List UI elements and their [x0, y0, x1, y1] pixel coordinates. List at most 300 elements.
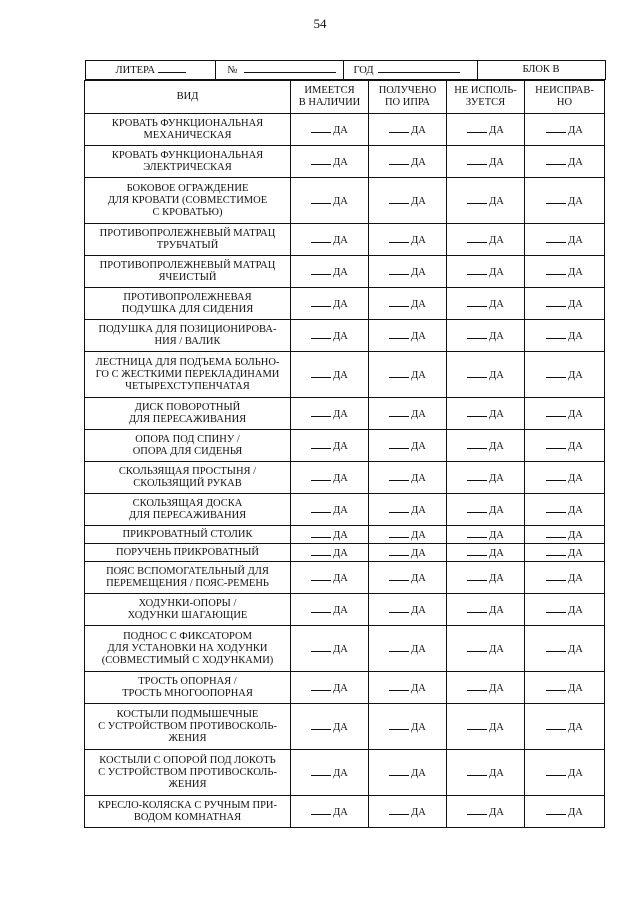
fill-in-blank[interactable]	[389, 155, 409, 165]
litera-label: ЛИТЕРА	[115, 65, 156, 76]
checkbox-cell-broken[interactable]	[525, 288, 605, 320]
item-name-line: ДЛЯ ПЕРЕСАЖИВАНИЯ	[128, 509, 247, 521]
checkbox-cell-broken[interactable]	[525, 526, 605, 544]
fill-in-blank[interactable]	[311, 503, 331, 513]
checkbox-cell-available[interactable]	[291, 796, 369, 828]
fill-in-blank[interactable]	[389, 720, 409, 730]
item-name-line: ОПОРА ДЛЯ СИДЕНЬЯ	[132, 445, 243, 457]
item-name-line: ПОДУШКА ДЛЯ ПОЗИЦИОНИРОВА-	[98, 323, 277, 335]
checkbox-cell-unused[interactable]	[447, 288, 525, 320]
fill-in-blank[interactable]	[546, 642, 566, 652]
fill-in-blank[interactable]	[311, 642, 331, 652]
yes-label: ДА	[411, 234, 426, 246]
yes-label: ДА	[568, 298, 583, 310]
fill-in-blank[interactable]	[467, 720, 487, 730]
checkbox-cell-available[interactable]	[291, 352, 369, 398]
fill-in-blank[interactable]	[311, 439, 331, 449]
fill-in-blank[interactable]	[311, 233, 331, 243]
fill-in-blank[interactable]	[389, 297, 409, 307]
table-row	[85, 494, 605, 526]
checkbox-cell-available[interactable]	[291, 544, 369, 562]
checkbox-cell-unused[interactable]	[447, 626, 525, 672]
item-name-line: ЖЕНИЯ	[168, 732, 207, 744]
item-name-cell	[85, 224, 291, 256]
checkbox-cell-broken[interactable]	[525, 594, 605, 626]
page-number: 54	[313, 16, 327, 31]
yes-label: ДА	[568, 547, 583, 559]
item-name-line: ПОРУЧЕНЬ ПРИКРОВАТНЫЙ	[116, 546, 259, 558]
checkbox-cell-unused[interactable]	[447, 352, 525, 398]
yes-label: ДА	[333, 408, 348, 420]
fill-in-blank[interactable]	[546, 123, 566, 133]
fill-in-blank[interactable]	[389, 642, 409, 652]
fill-in-blank[interactable]	[389, 194, 409, 204]
fill-in-blank[interactable]	[467, 571, 487, 581]
fill-in-blank[interactable]	[467, 546, 487, 556]
fill-in-blank[interactable]	[467, 368, 487, 378]
yes-label: ДА	[568, 643, 583, 655]
yes-label: ДА	[333, 547, 348, 559]
yes-label: ДА	[333, 529, 348, 541]
fill-in-blank[interactable]	[389, 265, 409, 275]
checkbox-cell-broken[interactable]	[525, 430, 605, 462]
fill-in-blank[interactable]	[311, 766, 331, 776]
item-name-line: ПРОТИВОПРОЛЕЖНЕВЫЙ МАТРАЦ	[99, 227, 276, 239]
fill-in-blank[interactable]	[467, 155, 487, 165]
checkbox-cell-received[interactable]	[369, 750, 447, 796]
checkbox-cell-unused[interactable]	[447, 494, 525, 526]
table-row	[85, 288, 605, 320]
checkbox-cell-unused[interactable]	[447, 750, 525, 796]
fill-in-blank[interactable]	[467, 642, 487, 652]
fill-in-blank[interactable]	[389, 805, 409, 815]
checkbox-cell-broken[interactable]	[525, 320, 605, 352]
fill-in-blank[interactable]	[546, 571, 566, 581]
fill-in-blank[interactable]	[467, 766, 487, 776]
fill-in-blank[interactable]	[546, 603, 566, 613]
item-name-cell	[85, 796, 291, 828]
item-name-cell	[85, 114, 291, 146]
fill-in-blank[interactable]	[467, 681, 487, 691]
yes-label: ДА	[333, 330, 348, 342]
yes-label: ДА	[568, 369, 583, 381]
fill-in-blank[interactable]	[546, 297, 566, 307]
checkbox-cell-received[interactable]	[369, 398, 447, 430]
item-name-line: СКОЛЬЗЯЩАЯ ДОСКА	[132, 497, 243, 509]
checkbox-cell-unused[interactable]	[447, 178, 525, 224]
checkbox-cell-broken[interactable]	[525, 494, 605, 526]
item-name-line: ЭЛЕКТРИЧЕСКАЯ	[143, 161, 232, 173]
number-field[interactable]	[215, 61, 343, 80]
checkbox-cell-received[interactable]	[369, 256, 447, 288]
checkbox-cell-unused[interactable]	[447, 796, 525, 828]
checkbox-cell-unused[interactable]	[447, 398, 525, 430]
yes-label: ДА	[568, 234, 583, 246]
fill-in-blank[interactable]	[546, 805, 566, 815]
item-name-line: СКОЛЬЗЯЩИЙ РУКАВ	[133, 477, 242, 489]
fill-in-blank[interactable]	[311, 720, 331, 730]
fill-in-blank[interactable]	[311, 528, 331, 538]
fill-in-blank[interactable]	[311, 265, 331, 275]
fill-in-blank[interactable]	[389, 233, 409, 243]
number-blank[interactable]	[244, 63, 336, 73]
item-name-line: ТРОСТЬ ОПОРНАЯ /	[138, 675, 237, 687]
checkbox-cell-broken[interactable]	[525, 256, 605, 288]
item-name-cell	[85, 594, 291, 626]
item-name-line: КРОВАТЬ ФУНКЦИОНАЛЬНАЯ	[111, 117, 264, 129]
yes-label: ДА	[568, 682, 583, 694]
fill-in-blank[interactable]	[311, 471, 331, 481]
item-name-line: ДИСК ПОВОРОТНЫЙ	[134, 401, 241, 413]
fill-in-blank[interactable]	[389, 546, 409, 556]
yes-label: ДА	[333, 806, 348, 818]
checkbox-cell-received[interactable]	[369, 146, 447, 178]
checkbox-cell-unused[interactable]	[447, 430, 525, 462]
table-row	[85, 462, 605, 494]
item-name-line: КОСТЫЛИ С ОПОРОЙ ПОД ЛОКОТЬ	[99, 754, 276, 766]
fill-in-blank[interactable]	[467, 439, 487, 449]
fill-in-blank[interactable]	[546, 329, 566, 339]
checkbox-cell-available[interactable]	[291, 704, 369, 750]
yes-label: ДА	[489, 767, 504, 779]
item-name-cell	[85, 672, 291, 704]
item-name-line: ПОДНОС С ФИКСАТОРОМ	[123, 630, 252, 642]
yes-label: ДА	[411, 529, 426, 541]
table-row	[85, 114, 605, 146]
fill-in-blank[interactable]	[311, 194, 331, 204]
checkbox-cell-unused[interactable]	[447, 704, 525, 750]
yes-label: ДА	[333, 234, 348, 246]
column-header-unused: НЕ ИСПОЛЬ- ЗУЕТСЯ	[447, 81, 525, 114]
yes-label: ДА	[411, 806, 426, 818]
table-row	[85, 224, 605, 256]
fill-in-blank[interactable]	[311, 368, 331, 378]
form-header-row	[85, 60, 605, 81]
item-name-line: С КРОВАТЬЮ)	[152, 206, 223, 218]
checkbox-cell-received[interactable]	[369, 320, 447, 352]
fill-in-blank[interactable]	[546, 503, 566, 513]
checkbox-cell-broken[interactable]	[525, 352, 605, 398]
yes-label: ДА	[411, 767, 426, 779]
item-name-line: С УСТРОЙСТВОМ ПРОТИВОСКОЛЬ-	[98, 720, 277, 732]
yes-label: ДА	[411, 266, 426, 278]
fill-in-blank[interactable]	[311, 329, 331, 339]
fill-in-blank[interactable]	[467, 471, 487, 481]
yes-label: ДА	[411, 643, 426, 655]
item-name-line: ПЕРЕМЕЩЕНИЯ / ПОЯС-РЕМЕНЬ	[106, 577, 269, 589]
checkbox-cell-unused[interactable]	[447, 320, 525, 352]
fill-in-blank[interactable]	[546, 720, 566, 730]
item-name-line: ЯЧЕИСТЫЙ	[158, 271, 217, 283]
yes-label: ДА	[411, 682, 426, 694]
checkbox-cell-available[interactable]	[291, 224, 369, 256]
checkbox-cell-available[interactable]	[291, 462, 369, 494]
yes-label: ДА	[568, 408, 583, 420]
yes-label: ДА	[489, 721, 504, 733]
item-name-line: ПРОТИВОПРОЛЕЖНЕВАЯ	[123, 291, 252, 303]
fill-in-blank[interactable]	[546, 368, 566, 378]
checkbox-cell-broken[interactable]	[525, 626, 605, 672]
yes-label: ДА	[411, 298, 426, 310]
checkbox-cell-available[interactable]	[291, 288, 369, 320]
item-name-line: БОКОВОЕ ОГРАЖДЕНИЕ	[126, 182, 249, 194]
fill-in-blank[interactable]	[311, 407, 331, 417]
checkbox-cell-available[interactable]	[291, 562, 369, 594]
item-name-line: КОСТЫЛИ ПОДМЫШЕЧНЫЕ	[116, 708, 259, 720]
item-name-cell	[85, 704, 291, 750]
item-name-line: КРОВАТЬ ФУНКЦИОНАЛЬНАЯ	[111, 149, 264, 161]
item-name-cell	[85, 430, 291, 462]
checkbox-cell-broken[interactable]	[525, 796, 605, 828]
checkbox-cell-received[interactable]	[369, 594, 447, 626]
checkbox-cell-unused[interactable]	[447, 544, 525, 562]
checkbox-cell-unused[interactable]	[447, 462, 525, 494]
checkbox-cell-unused[interactable]	[447, 224, 525, 256]
litera-blank[interactable]	[158, 63, 186, 73]
fill-in-blank[interactable]	[389, 329, 409, 339]
fill-in-blank[interactable]	[467, 407, 487, 417]
checkbox-cell-available[interactable]	[291, 430, 369, 462]
item-name-line: ДЛЯ КРОВАТИ (СОВМЕСТИМОЕ	[107, 194, 268, 206]
fill-in-blank[interactable]	[389, 603, 409, 613]
yes-label: ДА	[333, 440, 348, 452]
checkbox-cell-received[interactable]	[369, 288, 447, 320]
item-name-cell	[85, 288, 291, 320]
item-name-line: ВОДОМ КОМНАТНАЯ	[133, 811, 242, 823]
checkbox-cell-available[interactable]	[291, 626, 369, 672]
fill-in-blank[interactable]	[389, 368, 409, 378]
yes-label: ДА	[489, 195, 504, 207]
fill-in-blank[interactable]	[546, 194, 566, 204]
checkbox-cell-received[interactable]	[369, 544, 447, 562]
checkbox-cell-broken[interactable]	[525, 562, 605, 594]
item-name-line: ХОДУНКИ-ОПОРЫ /	[138, 597, 237, 609]
yes-label: ДА	[411, 547, 426, 559]
fill-in-blank[interactable]	[546, 439, 566, 449]
number-label: №	[227, 65, 238, 76]
checkbox-cell-broken[interactable]	[525, 672, 605, 704]
fill-in-blank[interactable]	[546, 233, 566, 243]
fill-in-blank[interactable]	[546, 766, 566, 776]
checkbox-cell-broken[interactable]	[525, 114, 605, 146]
checkbox-cell-received[interactable]	[369, 494, 447, 526]
yes-label: ДА	[411, 572, 426, 584]
yes-label: ДА	[411, 330, 426, 342]
checkbox-cell-broken[interactable]	[525, 462, 605, 494]
checkbox-cell-broken[interactable]	[525, 224, 605, 256]
item-name-line: ПОЯС ВСПОМОГАТЕЛЬНЫЙ ДЛЯ	[106, 565, 269, 577]
checkbox-cell-available[interactable]	[291, 114, 369, 146]
yes-label: ДА	[489, 266, 504, 278]
checkbox-cell-broken[interactable]	[525, 398, 605, 430]
checkbox-cell-broken[interactable]	[525, 704, 605, 750]
checkbox-cell-available[interactable]	[291, 178, 369, 224]
checkbox-cell-received[interactable]	[369, 626, 447, 672]
fill-in-blank[interactable]	[311, 681, 331, 691]
year-blank[interactable]	[378, 63, 460, 73]
checkbox-cell-available[interactable]	[291, 256, 369, 288]
checkbox-cell-broken[interactable]	[525, 146, 605, 178]
checkbox-cell-received[interactable]	[369, 352, 447, 398]
checkbox-cell-available[interactable]	[291, 146, 369, 178]
item-name-line: МЕХАНИЧЕСКАЯ	[143, 129, 232, 141]
fill-in-blank[interactable]	[389, 439, 409, 449]
fill-in-blank[interactable]	[389, 766, 409, 776]
fill-in-blank[interactable]	[389, 571, 409, 581]
checkbox-cell-received[interactable]	[369, 114, 447, 146]
checkbox-cell-received[interactable]	[369, 796, 447, 828]
item-name-line: ДЛЯ ПЕРЕСАЖИВАНИЯ	[128, 413, 247, 425]
fill-in-blank[interactable]	[467, 297, 487, 307]
yes-label: ДА	[411, 440, 426, 452]
column-header-available: ИМЕЕТСЯ В НАЛИЧИИ	[291, 81, 369, 114]
checkbox-cell-available[interactable]	[291, 526, 369, 544]
fill-in-blank[interactable]	[311, 571, 331, 581]
table-row	[85, 750, 605, 796]
fill-in-blank[interactable]	[546, 155, 566, 165]
yes-label: ДА	[411, 504, 426, 516]
fill-in-blank[interactable]	[311, 546, 331, 556]
item-name-cell	[85, 398, 291, 430]
fill-in-blank[interactable]	[467, 123, 487, 133]
checkbox-cell-received[interactable]	[369, 178, 447, 224]
yes-label: ДА	[568, 721, 583, 733]
checkbox-cell-received[interactable]	[369, 526, 447, 544]
yes-label: ДА	[568, 266, 583, 278]
table-row	[85, 146, 605, 178]
fill-in-blank[interactable]	[311, 603, 331, 613]
checkbox-cell-unused[interactable]	[447, 146, 525, 178]
checkbox-cell-unused[interactable]	[447, 562, 525, 594]
yes-label: ДА	[568, 472, 583, 484]
fill-in-blank[interactable]	[389, 681, 409, 691]
litera-field[interactable]	[85, 61, 215, 80]
checkbox-cell-unused[interactable]	[447, 256, 525, 288]
checkbox-cell-received[interactable]	[369, 430, 447, 462]
year-label: ГОД	[353, 65, 374, 76]
yes-label: ДА	[411, 604, 426, 616]
equipment-form-table	[84, 60, 605, 828]
item-name-line: ПОДУШКА ДЛЯ СИДЕНИЯ	[121, 303, 254, 315]
fill-in-blank[interactable]	[389, 503, 409, 513]
fill-in-blank[interactable]	[311, 297, 331, 307]
checkbox-cell-unused[interactable]	[447, 672, 525, 704]
item-name-line: ЧЕТЫРЕХСТУПЕНЧАТАЯ	[125, 380, 250, 392]
fill-in-blank[interactable]	[311, 805, 331, 815]
fill-in-blank[interactable]	[467, 503, 487, 513]
checkbox-cell-received[interactable]	[369, 462, 447, 494]
yes-label: ДА	[568, 156, 583, 168]
yes-label: ДА	[333, 604, 348, 616]
fill-in-blank[interactable]	[389, 528, 409, 538]
fill-in-blank[interactable]	[546, 681, 566, 691]
fill-in-blank[interactable]	[467, 265, 487, 275]
table-row	[85, 704, 605, 750]
table-row	[85, 430, 605, 462]
yes-label: ДА	[568, 529, 583, 541]
item-name-line: ТРОСТЬ МНОГООПОРНАЯ	[122, 687, 253, 699]
fill-in-blank[interactable]	[389, 407, 409, 417]
item-name-line: ТРУБЧАТЫЙ	[156, 239, 219, 251]
yes-label: ДА	[333, 767, 348, 779]
yes-label: ДА	[489, 682, 504, 694]
table-row	[85, 544, 605, 562]
yes-label: ДА	[489, 529, 504, 541]
checkbox-cell-received[interactable]	[369, 224, 447, 256]
checkbox-cell-unused[interactable]	[447, 594, 525, 626]
yes-label: ДА	[333, 266, 348, 278]
fill-in-blank[interactable]	[467, 805, 487, 815]
fill-in-blank[interactable]	[467, 528, 487, 538]
fill-in-blank[interactable]	[311, 155, 331, 165]
item-name-cell	[85, 526, 291, 544]
checkbox-cell-available[interactable]	[291, 494, 369, 526]
yes-label: ДА	[333, 156, 348, 168]
fill-in-blank[interactable]	[311, 123, 331, 133]
yes-label: ДА	[568, 330, 583, 342]
yes-label: ДА	[489, 298, 504, 310]
item-name-line: (СОВМЕСТИМЫЙ С ХОДУНКАМИ)	[101, 654, 274, 666]
fill-in-blank[interactable]	[467, 233, 487, 243]
item-name-line: КРЕСЛО-КОЛЯСКА С РУЧНЫМ ПРИ-	[97, 799, 277, 811]
fill-in-blank[interactable]	[546, 471, 566, 481]
table-row	[85, 796, 605, 828]
item-name-line: ХОДУНКИ ШАГАЮЩИЕ	[127, 609, 248, 621]
column-header-name: ВИД	[85, 81, 291, 114]
checkbox-cell-available[interactable]	[291, 672, 369, 704]
fill-in-blank[interactable]	[546, 546, 566, 556]
yes-label: ДА	[333, 369, 348, 381]
checkbox-cell-broken[interactable]	[525, 544, 605, 562]
yes-label: ДА	[333, 298, 348, 310]
checkbox-cell-unused[interactable]	[447, 114, 525, 146]
item-name-line: ЖЕНИЯ	[168, 778, 207, 790]
item-name-cell	[85, 256, 291, 288]
yes-label: ДА	[489, 234, 504, 246]
checkbox-cell-received[interactable]	[369, 672, 447, 704]
checkbox-cell-available[interactable]	[291, 750, 369, 796]
checkbox-cell-broken[interactable]	[525, 178, 605, 224]
table-row	[85, 352, 605, 398]
item-name-cell	[85, 750, 291, 796]
yes-label: ДА	[333, 682, 348, 694]
fill-in-blank[interactable]	[546, 528, 566, 538]
checkbox-cell-available[interactable]	[291, 320, 369, 352]
fill-in-blank[interactable]	[389, 123, 409, 133]
checkbox-cell-available[interactable]	[291, 398, 369, 430]
item-name-line: ОПОРА ПОД СПИНУ /	[135, 433, 240, 445]
fill-in-blank[interactable]	[389, 471, 409, 481]
checkbox-cell-received[interactable]	[369, 704, 447, 750]
checkbox-cell-available[interactable]	[291, 594, 369, 626]
checkbox-cell-received[interactable]	[369, 562, 447, 594]
item-name-cell	[85, 462, 291, 494]
column-header-broken: НЕИСПРАВ- НО	[525, 81, 605, 114]
fill-in-blank[interactable]	[546, 265, 566, 275]
fill-in-blank[interactable]	[467, 329, 487, 339]
checkbox-cell-unused[interactable]	[447, 526, 525, 544]
fill-in-blank[interactable]	[467, 603, 487, 613]
yes-label: ДА	[568, 604, 583, 616]
fill-in-blank[interactable]	[467, 194, 487, 204]
yes-label: ДА	[489, 156, 504, 168]
yes-label: ДА	[489, 572, 504, 584]
fill-in-blank[interactable]	[546, 407, 566, 417]
checkbox-cell-broken[interactable]	[525, 750, 605, 796]
yes-label: ДА	[333, 721, 348, 733]
item-name-cell	[85, 562, 291, 594]
year-field[interactable]	[343, 61, 477, 80]
